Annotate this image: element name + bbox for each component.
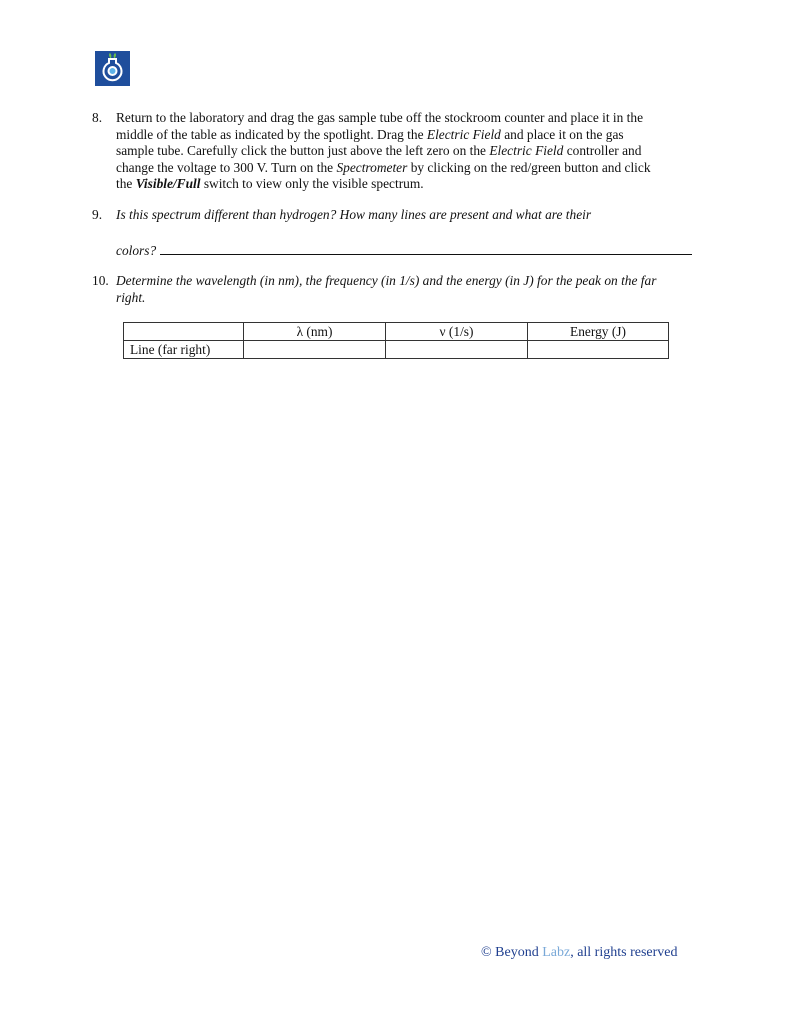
question-10-text (116, 273, 701, 306)
table-header: Energy (J) (528, 323, 669, 341)
text-line: Determine the wavelength (in nm), the frequency (in 1/s) and the energy (in J) for the peak on the far (116, 273, 657, 288)
copyright-text: © Beyond (481, 945, 543, 960)
question-number: 10. (92, 273, 109, 288)
energy-cell[interactable] (528, 341, 669, 359)
question-9-answer-row (116, 240, 692, 260)
flask-icon (95, 51, 130, 86)
table-header: ν (1/s) (386, 323, 528, 341)
wavelength-cell[interactable] (244, 341, 386, 359)
frequency-cell[interactable] (386, 341, 528, 359)
table-header-row (124, 323, 669, 341)
brand-text: Labz (542, 945, 571, 960)
row-label: Line (far right) (124, 341, 244, 359)
copyright-footer (481, 945, 677, 961)
text-line: change the voltage to 300 V. Turn on the Spectrometer by clicking on the red/green button and click (116, 159, 651, 175)
answer-line[interactable] (160, 240, 692, 255)
colors-label: colors? (116, 243, 157, 258)
answer-table (123, 322, 669, 359)
text-line: middle of the table as indicated by the spotlight. Drag the Electric Field and place it on the gas (116, 126, 624, 142)
table-header: λ (nm) (244, 323, 386, 341)
question-9-text: Is this spectrum different than hydrogen? How many lines are present and what are their (116, 207, 592, 222)
text-line: Return to the laboratory and drag the gas sample tube off the stockroom counter and place it in the (116, 110, 644, 125)
text-line: right. (116, 289, 146, 305)
text-line: sample tube. Carefully click the button just above the left zero on the Electric Field controller and (116, 143, 642, 158)
rights-text: , all rights reserved (570, 945, 678, 960)
text-line: the Visible/Full switch to view only the visible spectrum. (116, 176, 424, 191)
table-header (124, 323, 244, 341)
question-8-text (116, 110, 701, 193)
question-number: 9. (92, 207, 103, 222)
table-row (124, 341, 669, 359)
flask-logo (95, 51, 130, 86)
question-number: 8. (92, 110, 103, 125)
